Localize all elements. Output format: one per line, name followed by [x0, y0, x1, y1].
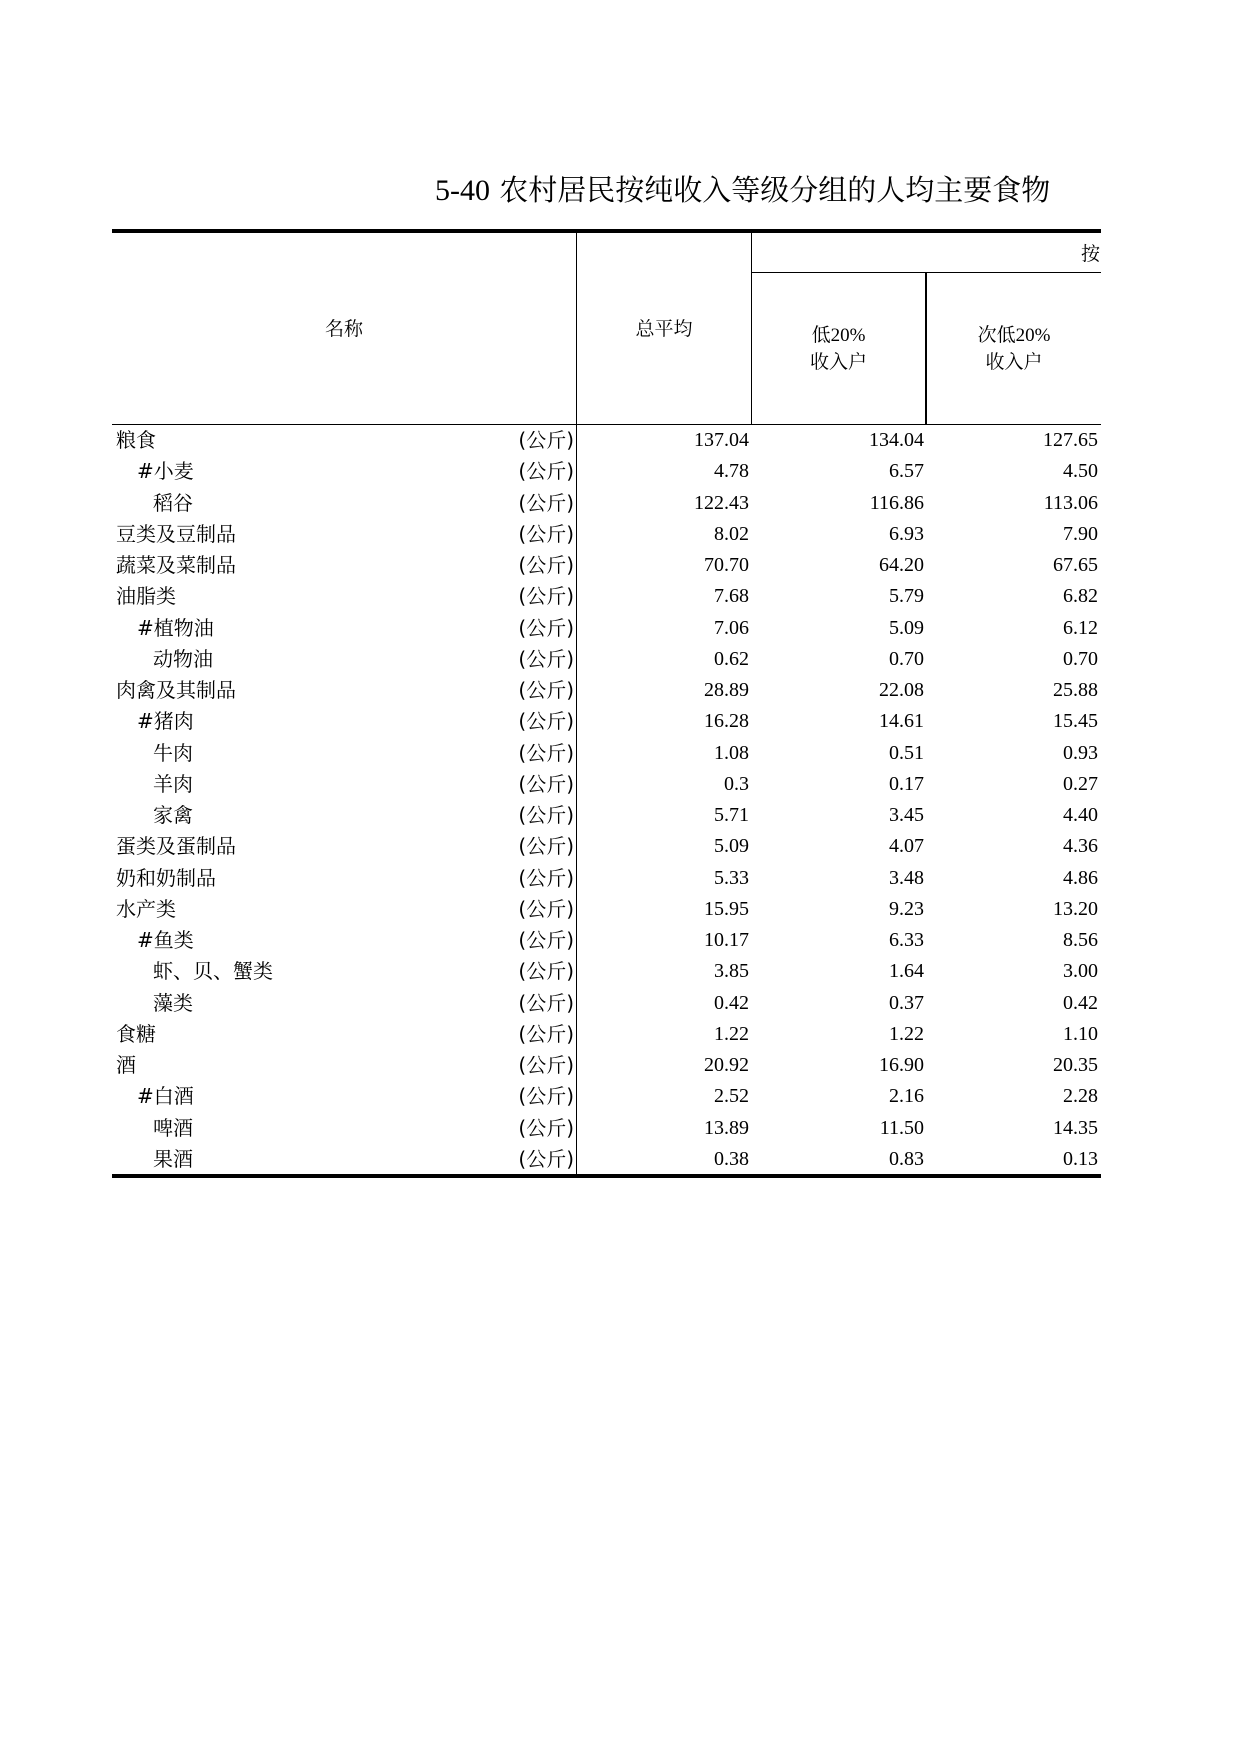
header-lower-middle-20-line2: 收入户 — [985, 351, 1043, 373]
row-name: 蔬菜及菜制品 — [116, 553, 236, 577]
table-row — [0, 924, 1101, 955]
header-low-20-line1: 低20% — [811, 325, 866, 346]
low-20-value: 0.83 — [889, 1147, 924, 1170]
header-total: 总平均 — [635, 318, 693, 340]
lower-middle-20-value: 14.35 — [1053, 1116, 1098, 1139]
row-unit: (公斤) — [518, 803, 574, 827]
lower-middle-20-value: 7.90 — [1063, 522, 1098, 545]
lower-middle-20-value: 20.35 — [1053, 1054, 1098, 1076]
low-20-value: 4.07 — [889, 835, 924, 858]
table-row — [0, 862, 1101, 893]
low-20-value: 116.86 — [869, 491, 924, 514]
row-unit: (公斤) — [518, 584, 574, 609]
table-row — [0, 549, 1101, 580]
low-20-value: 1.22 — [889, 1022, 924, 1045]
row-unit: (公斤) — [518, 615, 574, 640]
table-row — [0, 643, 1101, 674]
lower-middle-20-value: 13.20 — [1053, 897, 1098, 920]
bottom-rule — [112, 1174, 1101, 1178]
row-unit: (公斤) — [518, 990, 574, 1015]
row-name: 果酒 — [153, 1146, 193, 1171]
low-20-value: 64.20 — [879, 554, 924, 576]
low-20-value: 16.90 — [879, 1054, 924, 1076]
table-row — [0, 799, 1101, 830]
row-unit: (公斤) — [518, 1084, 574, 1109]
table-row — [0, 424, 1101, 455]
total-average-value: 70.70 — [704, 554, 749, 576]
row-name: 粮食 — [116, 428, 156, 452]
table-row — [0, 518, 1101, 549]
lower-middle-20-value: 2.28 — [1063, 1085, 1098, 1108]
row-name: 稻谷 — [153, 490, 193, 515]
low-20-value: 3.45 — [889, 804, 924, 826]
total-average-value: 3.85 — [714, 960, 749, 983]
table-row — [0, 1080, 1101, 1111]
low-20-value: 2.16 — [889, 1085, 924, 1108]
total-average-value: 122.43 — [694, 491, 749, 514]
low-20-value: 0.51 — [889, 741, 924, 764]
low-20-value: 0.70 — [889, 647, 924, 670]
row-name: #小麦 — [137, 459, 194, 484]
row-unit: (公斤) — [518, 709, 574, 734]
table-row — [0, 893, 1101, 924]
total-average-value: 7.06 — [714, 616, 749, 639]
lower-middle-20-value: 127.65 — [1043, 429, 1098, 451]
low-20-value: 11.50 — [879, 1116, 924, 1139]
low-20-value: 6.93 — [889, 522, 924, 545]
row-unit: (公斤) — [518, 646, 574, 671]
top-rule — [112, 229, 1101, 233]
header-group-label: 按 — [1080, 243, 1100, 265]
row-name: 水产类 — [116, 896, 176, 921]
total-average-value: 10.17 — [704, 929, 749, 951]
row-unit: (公斤) — [518, 740, 574, 765]
row-unit: (公斤) — [518, 553, 574, 577]
row-name: 肉禽及其制品 — [116, 678, 236, 702]
row-unit: (公斤) — [518, 1053, 574, 1077]
row-name: 蛋类及蛋制品 — [116, 834, 236, 859]
total-average-value: 0.42 — [714, 991, 749, 1014]
table-title-text: 农村居民按纯收入等级分组的人均主要食物 — [499, 173, 1051, 207]
total-average-value: 8.02 — [714, 522, 749, 545]
table-title — [435, 168, 1050, 213]
row-name: 动物油 — [153, 646, 213, 671]
header-low-20 — [752, 323, 925, 375]
total-average-value: 0.62 — [714, 647, 749, 670]
row-unit: (公斤) — [518, 771, 574, 796]
low-20-value: 0.37 — [889, 991, 924, 1014]
lower-middle-20-value: 0.27 — [1063, 772, 1098, 795]
row-name: 酒 — [116, 1053, 136, 1077]
lower-middle-20-value: 0.93 — [1063, 741, 1098, 764]
lower-middle-20-value: 8.56 — [1063, 929, 1098, 951]
row-name: 家禽 — [153, 803, 193, 827]
header-name: 名称 — [324, 318, 363, 340]
row-name: #白酒 — [137, 1084, 194, 1109]
total-average-value: 20.92 — [704, 1054, 749, 1076]
total-average-value: 0.3 — [724, 772, 749, 795]
row-name: #植物油 — [137, 615, 214, 640]
row-unit: (公斤) — [518, 459, 574, 484]
lower-middle-20-value: 1.10 — [1063, 1022, 1098, 1045]
total-average-value: 5.33 — [714, 866, 749, 889]
lower-middle-20-value: 6.82 — [1063, 585, 1098, 608]
low-20-value: 0.17 — [889, 772, 924, 795]
lower-middle-20-value: 4.86 — [1063, 866, 1098, 889]
total-average-value: 1.22 — [714, 1022, 749, 1045]
low-20-value: 1.64 — [889, 960, 924, 983]
row-unit: (公斤) — [518, 1021, 574, 1046]
total-average-value: 5.71 — [714, 804, 749, 826]
row-name: 羊肉 — [153, 771, 193, 796]
row-unit: (公斤) — [518, 959, 574, 984]
table-row — [0, 674, 1101, 705]
row-unit: (公斤) — [518, 834, 574, 859]
row-unit: (公斤) — [518, 521, 574, 546]
row-name: 豆类及豆制品 — [116, 521, 236, 546]
row-unit: (公斤) — [518, 490, 574, 515]
table-row — [0, 830, 1101, 861]
total-average-value: 7.68 — [714, 585, 749, 608]
row-name: #鱼类 — [137, 928, 194, 952]
table-row — [0, 987, 1101, 1018]
table-row — [0, 1018, 1101, 1049]
row-unit: (公斤) — [518, 428, 574, 452]
row-unit: (公斤) — [518, 896, 574, 921]
low-20-value: 134.04 — [869, 429, 924, 451]
table-row — [0, 612, 1101, 643]
table-row — [0, 737, 1101, 768]
lower-middle-20-value: 25.88 — [1053, 679, 1098, 701]
row-name: #猪肉 — [137, 709, 194, 734]
row-unit: (公斤) — [518, 678, 574, 702]
row-unit: (公斤) — [518, 1115, 574, 1140]
lower-middle-20-value: 67.65 — [1053, 554, 1098, 576]
row-unit: (公斤) — [518, 865, 574, 890]
total-average-value: 4.78 — [714, 460, 749, 483]
table-row — [0, 955, 1101, 986]
row-unit: (公斤) — [518, 928, 574, 952]
table-row — [0, 1112, 1101, 1143]
table-row — [0, 1049, 1101, 1080]
row-name: 虾、贝、蟹类 — [153, 959, 273, 984]
row-name: 奶和奶制品 — [116, 865, 216, 890]
row-name: 藻类 — [153, 990, 193, 1015]
table-row — [0, 455, 1101, 486]
lower-middle-20-value: 15.45 — [1053, 710, 1098, 733]
header-lower-middle-20-line1: 次低20% — [977, 325, 1051, 346]
total-average-value: 15.95 — [704, 897, 749, 920]
total-average-value: 5.09 — [714, 835, 749, 858]
low-20-value: 6.33 — [889, 929, 924, 951]
total-average-value: 13.89 — [704, 1116, 749, 1139]
row-name: 啤酒 — [153, 1115, 193, 1140]
table-number: 5-40 — [435, 174, 490, 207]
row-name: 牛肉 — [153, 740, 193, 765]
row-unit: (公斤) — [518, 1146, 574, 1171]
row-name: 食糖 — [116, 1021, 156, 1046]
low-20-value: 14.61 — [879, 710, 924, 733]
lower-middle-20-value: 6.12 — [1063, 616, 1098, 639]
table-row — [0, 1143, 1101, 1174]
table-row — [0, 580, 1101, 611]
table-row — [0, 705, 1101, 736]
low-20-value: 9.23 — [889, 897, 924, 920]
header-low-20-line2: 收入户 — [809, 351, 867, 373]
low-20-value: 5.79 — [889, 585, 924, 608]
total-average-value: 0.38 — [714, 1147, 749, 1170]
lower-middle-20-value: 4.40 — [1063, 804, 1098, 826]
lower-middle-20-value: 113.06 — [1043, 491, 1098, 514]
low-20-value: 22.08 — [879, 679, 924, 701]
total-average-value: 28.89 — [704, 679, 749, 701]
row-name: 油脂类 — [116, 584, 176, 609]
total-average-value: 2.52 — [714, 1085, 749, 1108]
lower-middle-20-value: 3.00 — [1063, 960, 1098, 983]
lower-middle-20-value: 0.70 — [1063, 647, 1098, 670]
table-row — [0, 487, 1101, 518]
lower-middle-20-value: 4.36 — [1063, 835, 1098, 858]
total-average-value: 16.28 — [704, 710, 749, 733]
lower-middle-20-value: 0.13 — [1063, 1147, 1098, 1170]
lower-middle-20-value: 4.50 — [1063, 460, 1098, 483]
total-average-value: 137.04 — [694, 429, 749, 451]
total-average-value: 1.08 — [714, 741, 749, 764]
lower-middle-20-value: 0.42 — [1063, 991, 1098, 1014]
low-20-value: 6.57 — [889, 460, 924, 483]
header-lower-middle-20 — [927, 323, 1101, 375]
table-row — [0, 768, 1101, 799]
low-20-value: 5.09 — [889, 616, 924, 639]
low-20-value: 3.48 — [889, 866, 924, 889]
